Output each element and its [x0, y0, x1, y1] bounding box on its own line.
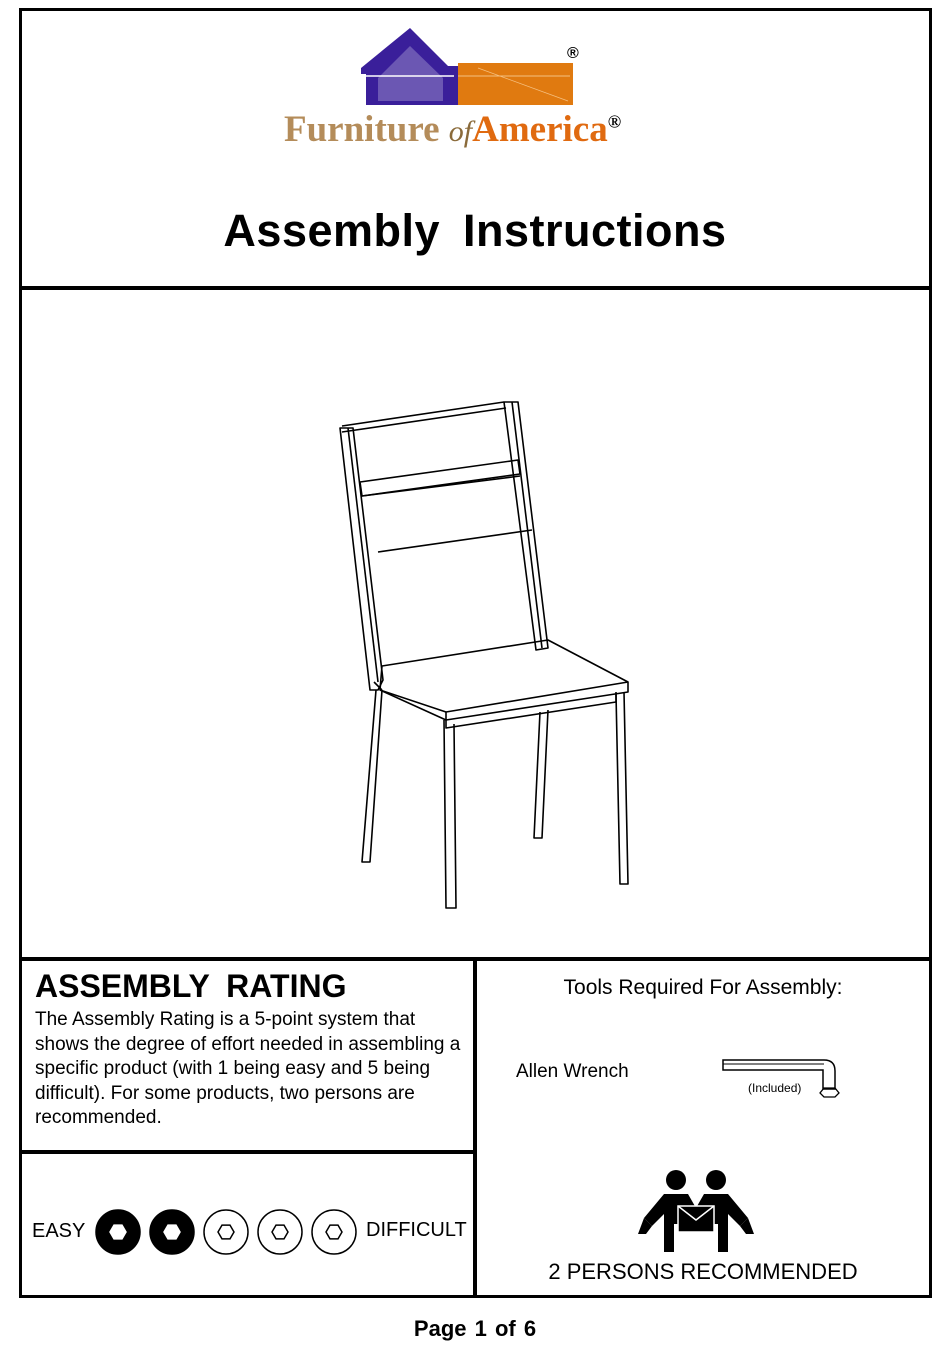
rating-heading: ASSEMBLY RATING — [35, 968, 347, 1004]
rating-dot — [204, 1210, 248, 1254]
rating-dot — [150, 1210, 194, 1254]
allen-wrench-icon — [720, 1055, 845, 1105]
page-number: Page 1 of 6 — [413, 1316, 537, 1341]
tool-name: Allen Wrench — [516, 1061, 629, 1082]
brand-of: of — [448, 115, 473, 148]
header-divider — [19, 286, 932, 290]
tool-note: (Included) — [748, 1081, 802, 1095]
persons-label: 2 PERSONS RECOMMENDED — [548, 1259, 858, 1284]
dining-chair-icon — [320, 390, 640, 915]
difficult-label: DIFFICULT — [366, 1219, 467, 1241]
rating-divider — [19, 1150, 475, 1154]
rating-dot — [312, 1210, 356, 1254]
bottom-column-divider — [473, 959, 477, 1295]
two-persons-icon — [636, 1168, 756, 1258]
brand-registered-mark: ® — [607, 111, 622, 132]
house-logo-icon — [358, 26, 658, 111]
rating-dot — [96, 1210, 140, 1254]
brand-last: America — [472, 109, 608, 150]
brand-logo — [280, 26, 700, 161]
document-title: Assembly Instructions — [223, 205, 727, 256]
rating-scale — [94, 1207, 364, 1262]
brand-name — [284, 108, 621, 151]
easy-label: EASY — [32, 1220, 86, 1242]
rating-description: The Assembly Rating is a 5-point system that shows the degree of effort needed in assembling a specific product (with 1 being easy and 5 being difficult). For some products, two persons are recommended. — [35, 1009, 461, 1128]
registered-mark: ® — [567, 45, 579, 62]
tools-heading: Tools Required For Assembly: — [563, 976, 843, 999]
brand-first: Furniture — [284, 109, 440, 150]
rating-dot — [258, 1210, 302, 1254]
